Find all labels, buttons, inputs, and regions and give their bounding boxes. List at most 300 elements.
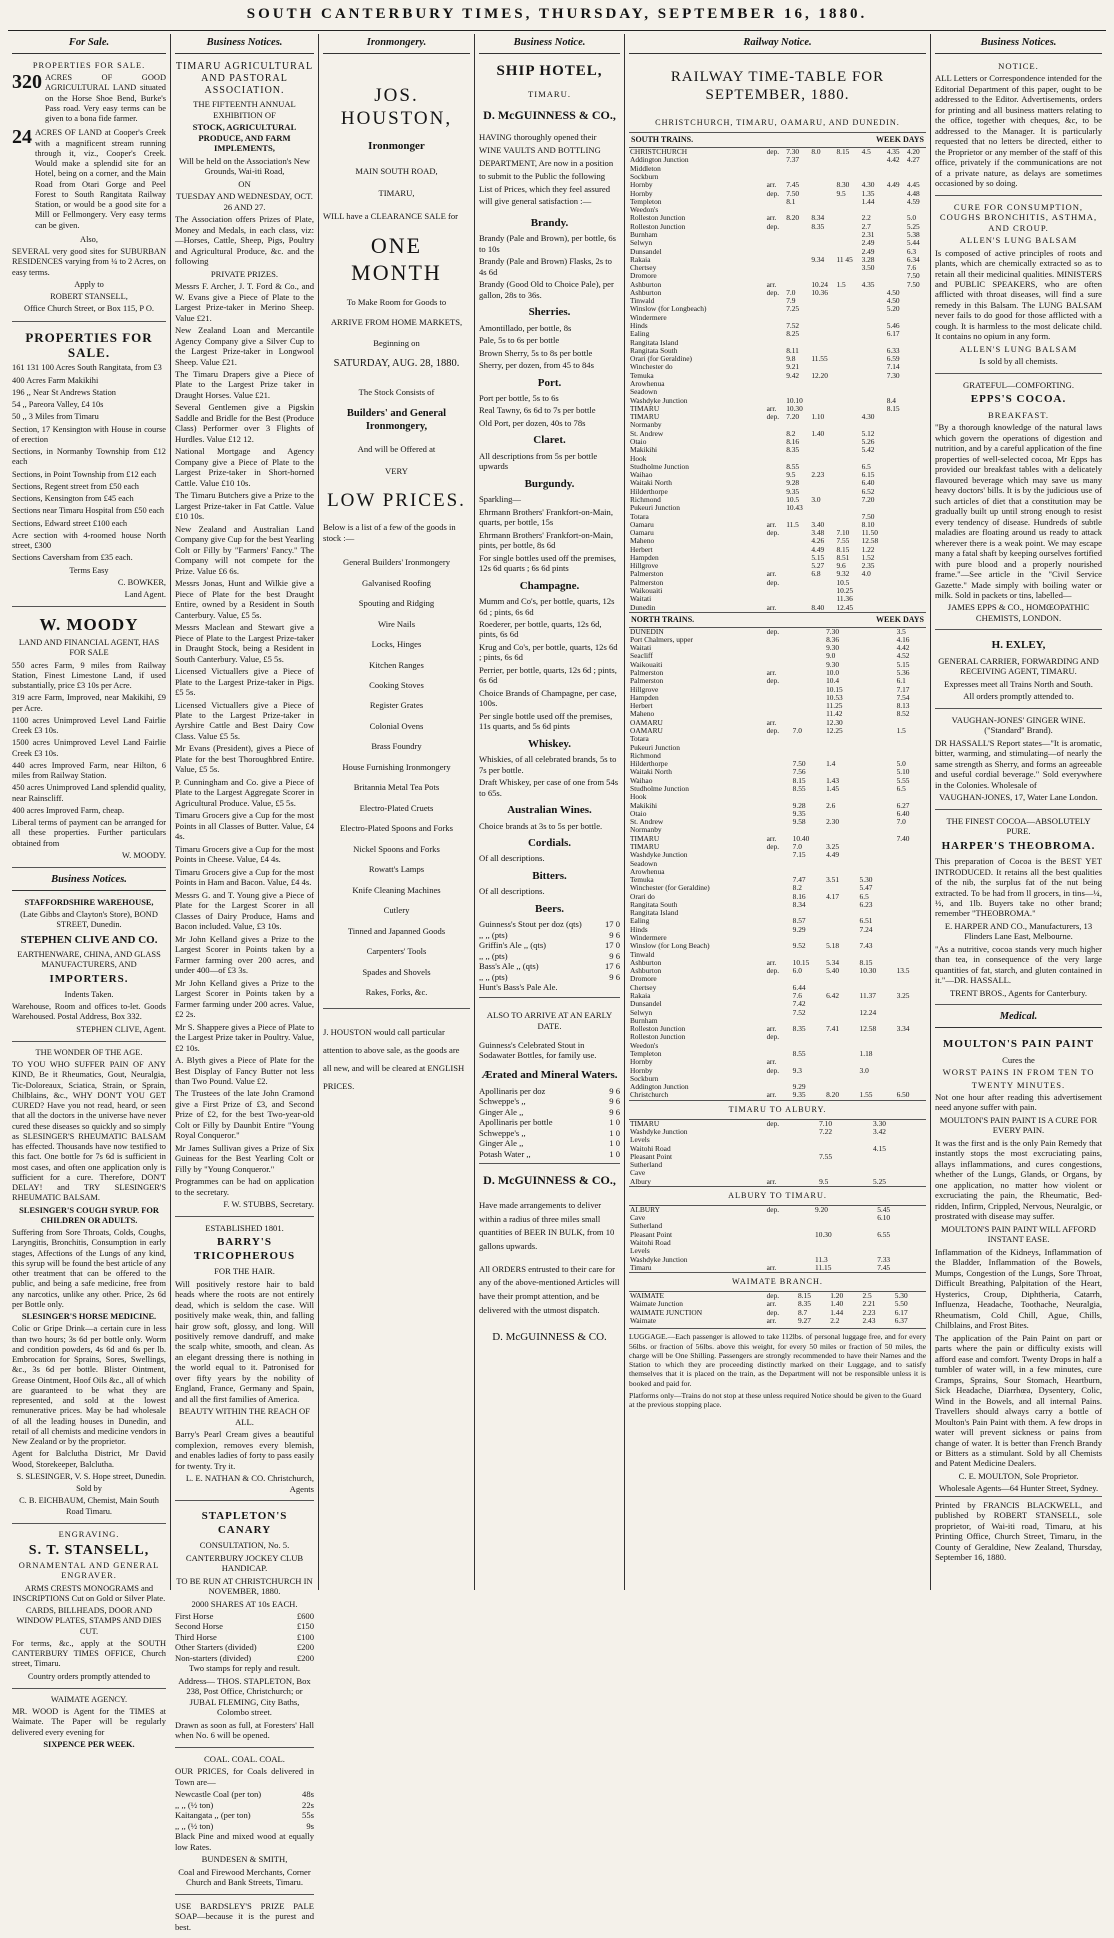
ad-title: ONE MONTH [351,233,442,285]
ad-title: MOULTON'S PAIN PAINT IS A CURE FOR EVERY PAIN. [939,1114,1098,1136]
train-time [835,314,860,322]
ad-title: EPPS'S COCOA. [970,393,1067,406]
train-time [792,636,825,644]
train-time [859,851,892,859]
timetable-row [629,513,926,521]
train-time [835,165,860,173]
dep-arr [766,156,786,164]
train-time [861,289,886,297]
ad-text: ARMS CRESTS MONOGRAMS and INSCRIPTIONS Cut on Gold or Silver Plate. [12,1583,166,1603]
station-name: Waitohi Road [630,1238,671,1248]
train-time: 10.15 [826,684,843,694]
train-time: 12.58 [859,1024,877,1034]
property-line: Section, 17 Kensington with House in course of erection [12,424,166,444]
train-time: 10.15 [792,957,810,967]
ad-text: ON [238,178,251,189]
train-time: 7.55 [836,536,850,546]
timetable-route: ALBURY TO TIMARU. [629,1186,926,1206]
ad-text: "As a nutritive, cocoa stands very much higher than tea, in consequence of the very large quantities of fat, starch, and gluten contained in it."—DR. HASSALL. [935,943,1102,986]
train-time [859,636,892,644]
prize-line: National Mortgage and Agency Company give a Piece of Plate to the Largest Prize-taker in Short-horned Cattle. Value £10 10s. [175,446,314,488]
masthead-rule [8,30,1106,31]
property-line: Sections Caversham from £35 each. [12,553,133,563]
train-time [906,430,926,438]
timetable-row [629,322,926,330]
ad-text: WORST PAINS IN FROM TEN TO [942,1067,1095,1078]
ad-title: COAL. COAL. COAL. [204,1753,285,1764]
train-time [886,446,906,454]
dep-arr [766,1128,818,1136]
ad-title: CURE FOR CONSUMPTION, COUGHS BRONCHITIS, ASTHMA, AND CROUP. [939,201,1098,233]
dep-arr: dep. [766,1307,780,1317]
dep-arr [766,1136,818,1144]
dep-arr: dep. [766,1291,780,1301]
train-time [818,1161,872,1169]
train-time: 7.14 [886,362,900,372]
train-time: 4.59 [906,196,920,206]
station-name: Dromore [630,271,657,281]
train-time: 8.20 [826,1090,840,1100]
ad-text: CARDS, BILLHEADS, DOOR AND WINDOW PLATES, STAMPS AND DIES CUT. [16,1606,162,1636]
train-time [872,1161,926,1169]
train-time [896,876,923,884]
price-label: Apollinaris per doz [479,1085,546,1096]
timetable-row [629,868,926,876]
train-time [876,1239,926,1247]
dep-arr [766,297,786,305]
dep-arr [766,248,786,256]
prize-line: Messrs Maclean and Stewart give a Piece of Plate to the Largest Prize-taker in Draught Stock, being a Resident in South Canterbury. Value, £5 5s. [175,622,314,664]
train-time: 1.35 [861,188,875,198]
train-time [906,579,926,587]
train-time [922,942,926,950]
train-time [886,438,906,446]
prize-line: P. Cunningham and Co. give a Piece of Plate to the Largest Aggregate Scorer in Agricultural Produce. Value, £5 5s. [175,776,314,808]
prize-line: Messrs F. Archer, J. T. Ford & Co., and W. Evans give a Piece of Plate to the Largest Prize-taker in Merino Sheep. Value £21. [175,281,314,323]
prize-line: A. Blyth gives a Piece of Plate for the Best Display of Fancy Butter not less than Two Pound. Value £2. [175,1055,314,1086]
column-heading: Business Notices. [175,34,314,54]
station-name: Tinwald [630,949,655,959]
station-name: Rangitata Island [630,908,679,918]
train-time [906,322,926,330]
timetable-row [629,1083,926,1091]
price-line: Ehrmann Brothers' Frankfort-on-Main, quarts, per bottle, 15s [479,506,614,528]
price-value: 9 6 [609,1096,620,1107]
section-title: Port. [537,376,562,389]
ad-title: PROPERTIES FOR SALE. [32,60,146,70]
dep-arr [766,504,786,512]
train-time: 6.40 [896,808,910,818]
train-time: 2.21 [862,1299,876,1309]
dep-arr: dep. [766,577,780,587]
dep-arr [766,636,792,644]
price-value: 1 0 [609,1148,620,1159]
train-time [922,934,926,942]
train-time: 10.30 [786,403,803,413]
timetable-row [629,926,926,934]
prize-line: Mr S. Shappere gives a Piece of Plate to the Largest Prize taker in Poultry. Value, £2 10s. [175,1021,314,1053]
ad-text: LAND AND FINANCIAL AGENT, HAS FOR SALE [18,638,160,658]
train-time: 1.40 [830,1299,844,1309]
train-time [859,768,892,776]
train-time [785,587,810,595]
train-time [810,190,835,198]
train-time [922,1091,926,1099]
train-time [922,661,926,669]
train-time [835,463,860,471]
train-time: 12.20 [811,370,828,380]
property-list [12,661,166,817]
train-time: 9.6 [836,561,846,571]
train-time [835,223,860,231]
station-name: Winchester (for Geraldine) [630,883,710,893]
ad-text: SEVERAL very good sites for SUBURBAN RESIDENCES varying from ¼ to 2 Acres, on easy terms. [12,247,166,277]
train-time [859,644,892,652]
train-time [825,917,858,925]
station-name: TIMARU [630,841,660,851]
station-name: Totara [630,734,649,744]
dep-arr [766,793,792,801]
train-time: 9.0 [826,651,836,661]
price-label: ,, ,, (pts) [479,950,508,961]
train-time [785,604,810,612]
train-time [792,677,825,685]
train-time: 4.26 [811,536,825,546]
train-time [922,727,926,735]
train-time: 7.0 [792,841,802,851]
train-time: 7.22 [819,1126,833,1136]
train-time [922,909,926,917]
prize-line: Mr Evans (President), gives a Piece of Plate for the best Thoroughbred Entire. Value, £5 5s. [175,743,314,775]
dep-arr [766,1239,814,1247]
train-time [906,330,926,338]
station-name: Templeton [630,196,662,206]
dep-arr: arr. [766,180,777,190]
train-time [785,579,810,587]
harper-theobroma-ad [935,813,1102,1006]
train-time [896,1075,923,1083]
train-time [810,438,835,446]
train-time: 8.57 [792,916,806,926]
property-line: 196 ,, Near St Andrews Station [12,387,116,397]
station-name: Ashburton [630,966,662,976]
train-time: 5.36 [896,668,910,678]
train-time [859,628,892,636]
dep-arr [766,851,792,859]
property-line: Sections, Kensington from £45 each [12,494,134,504]
train-time [872,1153,926,1161]
price-line: Of all descriptions. [479,853,545,864]
price-label: Third Horse [175,1631,217,1642]
dep-arr: dep. [766,1065,780,1075]
train-time [906,388,926,396]
train-time [861,604,886,612]
station-name: ALBURY [630,1204,660,1214]
train-time [792,628,825,636]
train-time [906,355,926,363]
prize-line: Several Gentlemen give a Pigskin Saddle and Bridle for the Best (Produce Class) Performer over 3 Flights of Hurdles. Value £12 12. [175,402,314,444]
train-time [835,289,860,297]
stapleton-ad [175,1504,314,1748]
property-line: 1100 acres Unimproved Level Land Fairlie Creek £3 10s. [12,715,166,735]
timetable-row [629,471,926,479]
train-time: 12.24 [859,1007,877,1017]
train-time: 10.5 [786,494,800,504]
price-value: 9s [306,1820,314,1831]
timetable-row [629,1128,926,1136]
ad-text: Coal and Firewood Merchants, Corner Church and Bank Streets, Timaru. [178,1866,311,1888]
price-line: Krug and Co's, per bottle, quarts, 12s 6d ; pints, 6s 6d [479,641,618,663]
train-time: 1.10 [811,412,825,422]
property-line: 440 acres Improved Farm, near Hilton, 6 miles from Railway Station. [12,760,166,780]
train-time: 5.18 [826,941,840,951]
train-time [896,868,923,876]
train-time [886,604,906,612]
goods-item: Spouting and Ridging [358,598,435,609]
station-name: Port Chalmers, upper [630,634,694,644]
dep-arr [766,702,792,710]
goods-item: Spades and Shovels [362,966,431,977]
dep-arr [766,421,786,429]
train-time: 3.25 [896,991,910,1001]
price-value: £600 [296,1610,314,1621]
train-time: 2.30 [826,817,840,827]
coal-price-row [175,1810,314,1820]
price-value: 55s [302,1810,314,1821]
ad-signature: JAMES EPPS & CO., HOMŒOPATHIC CHEMISTS, LONDON. [947,602,1090,623]
train-time [922,719,926,727]
timetable-row [629,190,926,198]
price-line: Choice brands at 3s to 5s per bottle. [479,820,603,831]
ad-title: BARRY'S TRICOPHEROUS [193,1236,296,1262]
train-time [835,206,860,214]
train-time [906,413,926,421]
ad-signature: W. MOODY. [122,850,166,860]
train-time: 6.34 [906,254,920,264]
train-time: 8.15 [797,1291,811,1301]
train-time [906,488,926,496]
train-time [886,562,906,570]
train-time [810,479,835,487]
station-name: Ashburton [630,957,662,967]
timetable-row [629,752,926,760]
ad-text: J. HOUSTON would call particular attention to above sale, as the goods are all new, and will be cleared at ENGLISH PRICES. [323,1027,465,1092]
station-name: Studholme Junction [630,461,689,471]
price-value: 17 6 [604,961,620,972]
price-line: Roederer, per bottle, quarts, 12s 6d, pints, 6s 6d [479,618,602,640]
station-name: Waihao [630,775,653,785]
station-name: Palmerston [630,577,664,587]
sweep-prize-list [175,1611,314,1663]
station-name: Sockburn [630,171,659,181]
dep-arr [766,231,786,239]
aerated-price-row [479,1096,620,1106]
timetable-row [629,810,926,818]
train-time [922,793,926,801]
beer-price-row [479,982,620,992]
dep-arr [766,1145,818,1153]
train-time [810,388,835,396]
ad-title: HARPER'S THEOBROMA. [941,839,1096,852]
train-time [886,248,906,256]
slesinger-ad [12,1045,166,1524]
train-time [896,893,923,901]
train-time: 4.42 [886,155,900,165]
timetable-row [629,595,926,603]
station-name: Rolleston Junction [630,1024,686,1034]
ad-text: Suffering from Sore Throats, Colds, Coughs, Laryngitis, Bronchitis, Consumption in early stages, Affections of the Lungs of any kind, this syrup will be found the best article of any other treatment that can be offered to the public, and being a safe medicine, free from any narcotics, unlike any other. Price, 2s 6d per Bottle only. [12,1228,166,1309]
train-time [922,810,926,818]
north-trains-table [629,628,926,1100]
ad-text: Land Agent. [124,590,166,600]
train-time: 4.35 [886,147,900,157]
dep-arr: arr. [766,569,777,579]
ad-text: The Association offers Prizes of Plate, Money and Medals, in each class, viz:—Horses, Cattle, Sheep, Pigs, Poultry and Agricultural Produce, &c. and the following [175,214,314,267]
ad-signature: BUNDESEN & SMITH, [201,1854,288,1865]
train-time: 8.7 [797,1307,808,1317]
train-time: 8.35 [792,1024,806,1034]
train-time [906,513,926,521]
price-label: Hunt's Bass's Pale Ale. [479,982,558,993]
train-time [886,471,906,479]
train-time [896,1033,923,1041]
train-time: 10.53 [826,692,843,702]
train-time [896,1058,923,1066]
train-time [810,314,835,322]
goods-item: Kitchen Ranges [369,659,424,670]
station-name: Dromore [630,974,657,984]
station-name: Hornby [630,188,653,198]
station-name: Windermere [630,933,667,943]
aerated-price-row [479,1117,620,1127]
agricultural-association-ad [175,58,314,1217]
station-name: Waitaki North [630,767,672,777]
station-name: Templeton [630,1048,662,1058]
dep-arr [766,802,792,810]
goods-item: Rowatt's Lamps [368,864,425,875]
ad-title: NOTICE. [998,60,1039,71]
station-name: Waimate [630,1316,657,1326]
station-name: Chertsey [630,982,657,992]
train-time: 6.5 [859,891,869,901]
station-name: Windermere [630,312,667,322]
train-time [859,793,892,801]
station-name: Hampden [630,692,659,702]
train-time [825,826,858,834]
train-time [861,156,886,164]
timetable-row [629,951,926,959]
train-time [922,735,926,743]
station-name: Pukeuri Junction [630,503,680,513]
ad-title: D. McGUINNESS & CO., [483,107,616,122]
dep-arr [766,488,786,496]
train-time [810,322,835,330]
price-label: Guinness's Stout per doz (qts) [479,919,582,930]
train-time [861,372,886,380]
train-time [810,339,835,347]
ad-text: MAIN SOUTH ROAD, [355,165,438,176]
train-time [859,810,892,818]
station-name: Ealing [630,329,650,339]
platforms-note: Platforms only—Trains do not stop at these unless required Notice should be given to the Guard at the previous stopping place. [629,1390,922,1410]
ad-signature: S. SLESINGER, V. S. Hope street, Dunedin. [16,1471,166,1481]
coal-price-list [175,1789,314,1831]
train-time: 8.55 [792,1048,806,1058]
timetable-row [629,314,926,322]
timetable-row [629,355,926,363]
section-title: Bitters. [532,869,567,882]
train-time: 11.5 [786,519,799,529]
train-time: 7.50 [792,759,806,769]
station-name: Waitati [630,594,652,604]
station-name: Waimate Junction [630,1299,683,1309]
train-time: 7.54 [896,692,910,702]
train-time: 5.15 [811,552,825,562]
ad-title: SHIP HOTEL, [496,62,603,79]
train-time [906,438,926,446]
train-time [906,546,926,554]
masthead: SOUTH CANTERBURY TIMES, THURSDAY, SEPTEMBER 16, 1880. [246,6,868,22]
train-time [859,669,892,677]
dep-arr [766,1042,792,1050]
timetable-direction: NORTH TRAINS. [631,614,695,624]
price-label: ,, ,, (½ ton) [175,1799,214,1810]
column-heading: For Sale. [12,34,166,54]
section-title: Champagne. [519,579,580,592]
train-time [825,744,858,752]
station-name: Ashburton [630,287,662,297]
train-time: 8.13 [896,701,910,711]
train-time [886,496,906,504]
train-time [859,661,892,669]
train-time [922,884,926,892]
train-time: 4.49 [811,544,825,554]
price-line: Amontillado, per bottle, 8s [479,322,572,333]
ad-title: MOULTON'S PAIN PAINT WILL AFFORD INSTANT EASE. [941,1223,1096,1245]
timetable-row [629,231,926,239]
train-time: 3.42 [873,1126,886,1136]
aerated-price-row [479,1149,620,1159]
dep-arr [766,363,786,371]
train-time [792,710,825,718]
ad-text: TO YOU WHO SUFFER PAIN OF ANY KIND, Be it Rheumatics, Gout, Neuralgia, Tic-Doloreaux, Sciatica, Strain, or Sprain, Chilblains, &c., WHY DON'T YOU GET CURED? Have you not read, heard, or seen that all the doctors in the universe have never cured these diseases so quickly and so simply as SLESINGER'S RHEUMATIC BALSAM has effected. Thousands have now testified to this fact. One bottle for 7s 6d is sufficient in most cases, and often one application only is sufficient for a cure. Therefore, DON'T DELAY! and TRY SLESINGER'S RHEUMATIC BALSAM. [12,1060,166,1203]
train-time: 5.0 [906,213,917,223]
train-time: 11 45 [836,254,853,264]
train-time [859,818,892,826]
station-name: Oamaru [630,528,654,538]
vaughan-jones-ad [935,712,1102,810]
train-time: 7.15 [792,850,806,860]
train-time [785,595,810,603]
prize-line: New Zealand and Australian Land Company give Cup for the best Yearling Colt or Filly by "Farmers' Fancy." The Company will not compete for the Prize. Value £6 6s. [175,523,314,576]
ad-text: Will positively restore hair to bald heads where the roots are not entirely dead, which is seldom the case. Will positively make weak, thin, and falling hair grow soft, glossy, and long. Will positively remove dandruff, and make the scalp white, smooth, and clean. As an elegant dressing there is nothing in the world equal to it. Patronised for over fifty years by the nobility of England, France, Germany and Spain, and all the first families of America. [175,1278,314,1404]
train-time: 5.50 [894,1299,908,1309]
dep-arr [766,256,786,264]
ad-title: TIMARU AGRICULTURAL AND PASTORAL ASSOCIATION. [175,60,314,97]
train-time: 3.51 [826,875,840,885]
ad-text: Sold by [76,1484,102,1494]
train-time [825,926,858,934]
price-value: 17 0 [604,919,620,930]
timetable-row [629,661,926,669]
ad-text: Indents Taken. [64,989,114,999]
train-time: 8.34 [811,213,825,223]
ad-title: D. McGUINNESS & CO., [483,1173,616,1188]
timetable-row [629,1033,926,1041]
train-time: 5.30 [859,875,873,885]
ad-title: SLESINGER'S HORSE MEDICINE. [21,1312,157,1322]
price-line: Brown Sherry, 5s to 8s per bottle [479,347,593,358]
